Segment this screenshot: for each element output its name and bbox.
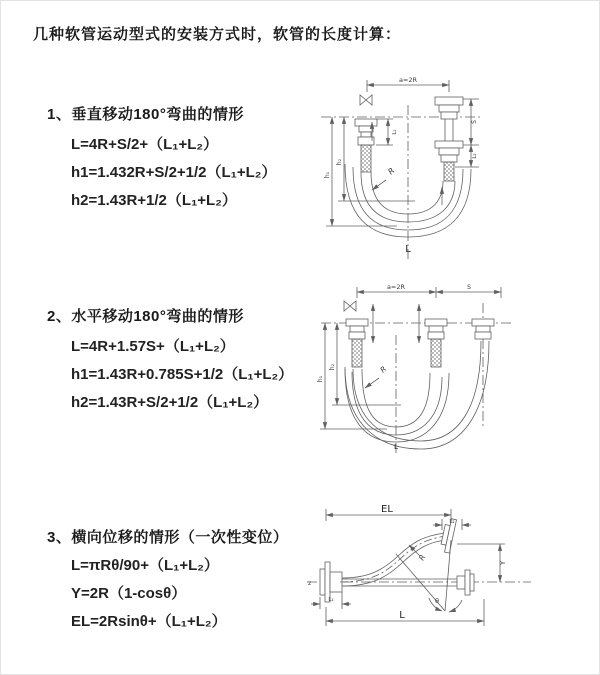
dim-label-l2: L₂ bbox=[472, 153, 478, 159]
formula-2-1: L=4R+1.57S+（L₁+L₂） bbox=[71, 338, 235, 355]
formula-1-1: L=4R+S/2+（L₁+L₂） bbox=[71, 136, 219, 153]
angle-label: θ bbox=[435, 597, 439, 605]
page-title: 几种软管运动型式的安装方式时，软管的长度计算： bbox=[33, 26, 402, 43]
section-2-heading: 2、水平移动180°弯曲的情形 bbox=[47, 308, 244, 325]
section-1-formulas bbox=[71, 131, 276, 215]
dim-label-h2: h₂ bbox=[336, 158, 343, 166]
section-2-formulas bbox=[71, 333, 293, 417]
diagram1-linework bbox=[321, 80, 483, 259]
angle-theta bbox=[396, 540, 462, 612]
dim-label-y: Y bbox=[499, 560, 507, 566]
diagram-lateral-displacement bbox=[299, 499, 599, 644]
dim-label-l1: L₁ bbox=[328, 597, 334, 603]
radius-label: R bbox=[416, 552, 428, 562]
dim-l1 bbox=[375, 119, 393, 145]
formula-3-3: EL=2Rsinθ+（L₁+L₂） bbox=[71, 613, 227, 630]
radius-leader bbox=[365, 378, 379, 388]
valve-icon bbox=[344, 301, 356, 311]
valve-icon bbox=[360, 95, 372, 105]
left-fitting bbox=[346, 319, 368, 367]
dim-label-h2: h₂ bbox=[329, 363, 336, 371]
radius-label: R bbox=[386, 166, 397, 177]
diagram-vertical-180-bend bbox=[309, 69, 599, 264]
dim-label-l1: L₁ bbox=[392, 129, 398, 135]
dim-label-s: S bbox=[471, 120, 478, 124]
formula-2-2: h1=1.43R+0.785S+1/2（L₁+L₂） bbox=[71, 366, 294, 383]
hose-deep-u bbox=[345, 369, 449, 442]
left-flange bbox=[320, 562, 342, 602]
right-fitting bbox=[472, 319, 494, 339]
formula-3-2: Y=2R（1-cosθ） bbox=[71, 585, 187, 602]
radius-label: R bbox=[378, 364, 389, 375]
formula-1-2: h1=1.432R+S/2+1/2（L₁+L₂） bbox=[71, 164, 277, 181]
dim-label-h1: h₁ bbox=[324, 171, 331, 179]
formula-1-3: h2=1.43R+1/2（L₁+L₂） bbox=[71, 192, 237, 209]
dim-label-a2r: a=2R bbox=[398, 76, 418, 84]
right-fitting bbox=[435, 97, 463, 181]
diagram3-linework bbox=[307, 509, 531, 626]
right-flange-original bbox=[457, 570, 474, 595]
left-fitting bbox=[355, 119, 377, 172]
length-label: L bbox=[394, 443, 398, 451]
axis-mark-z: z bbox=[308, 580, 312, 587]
dim-label-l: L bbox=[399, 610, 405, 621]
length-label: L bbox=[405, 244, 411, 255]
dim-a2r-s bbox=[357, 287, 501, 298]
hose-s-curve bbox=[340, 533, 446, 586]
dim-label-h1: h₁ bbox=[317, 375, 324, 383]
section-1-heading: 1、垂直移动180°弯曲的情形 bbox=[47, 106, 244, 123]
formula-2-3: h2=1.43R+S/2+1/2（L₁+L₂） bbox=[71, 394, 269, 411]
middle-fitting bbox=[425, 319, 447, 367]
section-3-heading: 3、横向位移的情形（一次性变位） bbox=[47, 529, 289, 546]
diagram2-linework bbox=[320, 287, 514, 453]
diagram-horizontal-180-bend bbox=[309, 277, 599, 462]
section-3-formulas bbox=[71, 552, 227, 636]
dim-label-a2r: a=2R bbox=[386, 283, 406, 291]
dim-label-el: EL bbox=[381, 504, 393, 515]
radius-leader bbox=[372, 180, 386, 190]
dim-label-l2: L₂ bbox=[449, 519, 455, 525]
dim-label-s: S bbox=[467, 284, 471, 291]
formula-3-1: L=πRθ/90+（L₁+L₂） bbox=[71, 557, 219, 574]
